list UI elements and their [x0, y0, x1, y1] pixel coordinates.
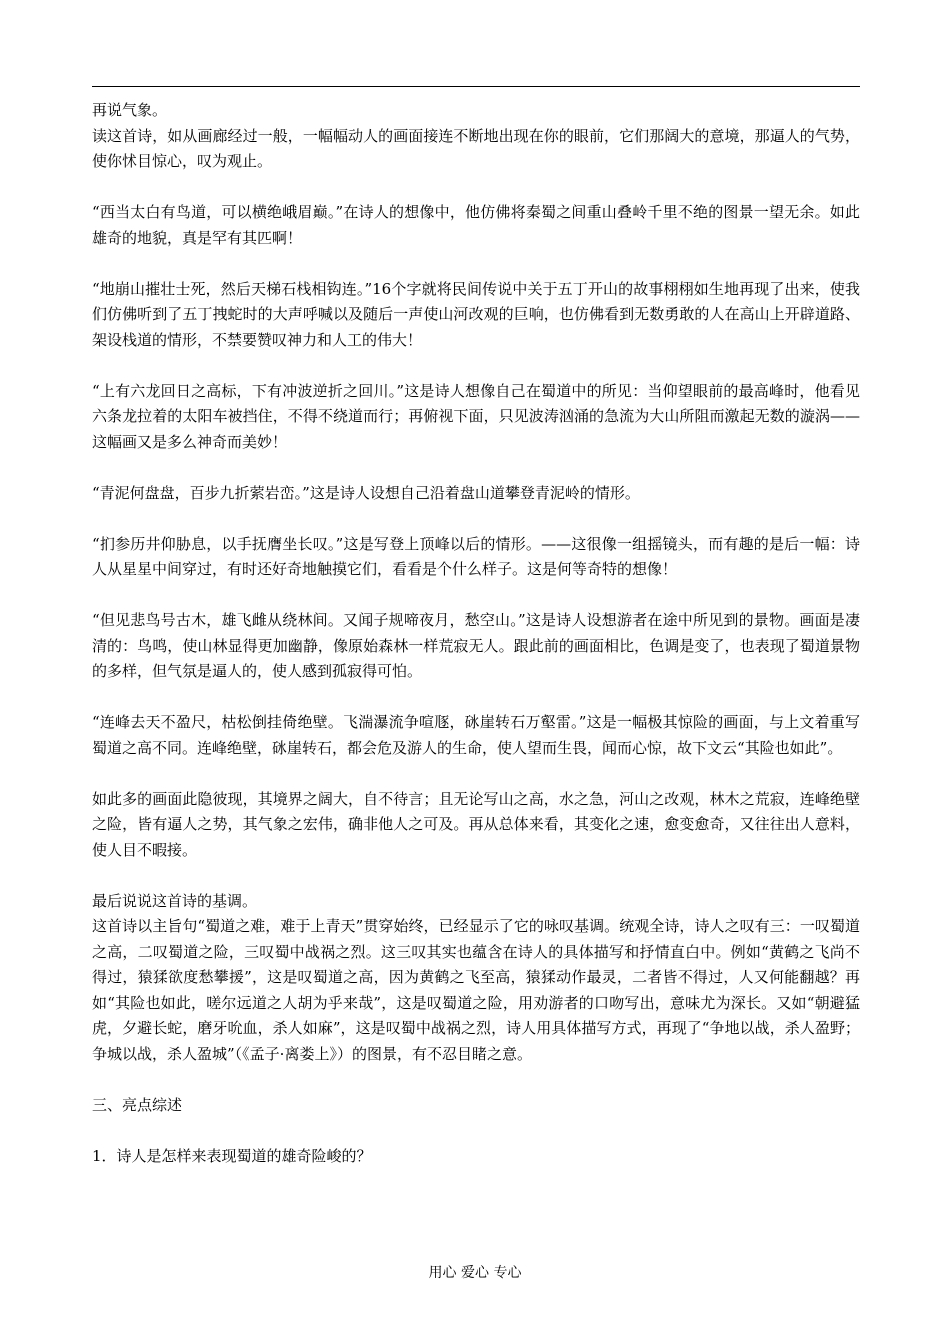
document-body — [92, 98, 860, 1169]
paragraph-spacer — [92, 1067, 860, 1093]
paragraph: “扪参历井仰胁息，以手抚膺坐长叹。”这是写登上顶峰以后的情形。——这很像一组摇镜头，而有趣的是后一幅：诗人从星星中间穿过，有时还好奇地触摸它们，看看是个什么样子。这是何等奇特的想像！ — [92, 534, 860, 578]
paragraph: “上有六龙回日之高标，下有冲波逆折之回川。”这是诗人想像自己在蜀道中的所见：当仰望眼前的最高峰时，他看见六条龙拉着的太阳车被挡住，不得不绕道而行；再俯视下面，只见波涛汹涌的急流为大山所阻而激起无数的漩涡——这幅画又是多么神奇而美妙！ — [92, 381, 860, 451]
page-footer: 用心 爱心 专心 — [428, 1265, 522, 1281]
paragraph: 三、亮点综述 — [92, 1095, 183, 1114]
paragraph-spacer — [92, 1118, 860, 1144]
paragraph-spacer — [92, 353, 860, 379]
paragraph: 如此多的画面此隐彼现，其境界之阔大，自不待言；且无论写山之高，水之急，河山之改观，林木之荒寂，连峰绝壁之险，皆有逼人之势，其气象之宏伟，确非他人之可及。再从总体来看，其变化之速，愈变愈奇，又往往出人意料，使人目不暇接。 — [92, 789, 860, 859]
paragraph: “青泥何盘盘，百步九折萦岩峦。”这是诗人设想自己沿着盘山道攀登青泥岭的情形。 — [92, 483, 640, 502]
paragraph: “但见悲鸟号古木，雄飞雌从绕林间。又闻子规啼夜月，愁空山。”这是诗人设想游者在途中所见到的景物。画面是凄清的：鸟鸣，使山林显得更加幽静，像原始森林一样荒寂无人。跟此前的画面相比，色调是变了，也表现了蜀道景物的多样，但气氛是逼人的，使人感到孤寂得可怕。 — [92, 611, 860, 680]
paragraph-spacer — [92, 455, 860, 481]
paragraph-spacer — [92, 251, 860, 277]
paragraph-spacer — [92, 761, 860, 787]
paragraph: 1．诗人是怎样来表现蜀道的雄奇险峻的？ — [92, 1146, 372, 1165]
paragraph: 这首诗以主旨句“蜀道之难，难于上青天”贯穿始终，已经显示了它的咏叹基调。统观全诗，诗人之叹有三：一叹蜀道之高，二叹蜀道之险，三叹蜀中战祸之烈。这三叹其实也蕴含在诗人的具体描写和抒情直白中。例如“黄鹤之飞尚不得过，猿猱欲度愁攀援”，这是叹蜀道之高，因为黄鹤之飞至高，猿猱动作最灵，二者皆不得过，人又何能翻越？再如“其险也如此，嗟尔远道之人胡为乎来哉”，这是叹蜀道之险，用劝游者的口吻写出，意味尤为深长。又如“朝避猛虎，夕避长蛇，磨牙吮血，杀人如麻”，这是叹蜀中战祸之烈，诗人用具体描写方式，再现了“争地以战，杀人盈野；争城以战，杀人盈城”（《孟子·离娄上》）的图景，有不忍目睹之意。 — [92, 917, 860, 1063]
paragraph-spacer — [92, 685, 860, 711]
paragraph: 再说气象。 — [92, 101, 168, 119]
paragraph: 读这首诗，如从画廊经过一般，一幅幅动人的画面接连不断地出现在你的眼前，它们那阔大的意境，那逼人的气势，使你怵目惊心，叹为观止。 — [92, 126, 860, 170]
paragraph: 最后说说这首诗的基调。 — [92, 891, 258, 910]
paragraph-spacer — [92, 175, 860, 201]
paragraph: “地崩山摧壮士死，然后天梯石栈相钩连。”16个字就将民间传说中关于五丁开山的故事栩栩如生地再现了出来，使我们仿佛听到了五丁拽蛇时的大声呼喊以及随后一声使山河改观的巨响，也仿佛看到无数勇敢的人在高山上开辟道路、架设栈道的情形，不禁要赞叹神力和人工的伟大！ — [92, 279, 860, 349]
paragraph-spacer — [92, 583, 860, 609]
paragraph-spacer — [92, 506, 860, 532]
header-rule — [92, 86, 860, 87]
paragraph-spacer — [92, 863, 860, 889]
paragraph: “西当太白有鸟道，可以横绝峨眉巅。”在诗人的想像中，他仿佛将秦蜀之间重山叠岭千里不绝的图景一望无余。如此雄奇的地貌，真是罕有其匹啊！ — [92, 203, 860, 247]
paragraph: “连峰去天不盈尺，枯松倒挂倚绝壁。飞湍瀑流争喧豗，砯崖转石万壑雷。”这是一幅极其惊险的画面，与上文着重写蜀道之高不同。连峰绝壁，砯崖转石，都会危及游人的生命，使人望而生畏，闻而心惊，故下文云“其险也如此”。 — [92, 713, 860, 757]
